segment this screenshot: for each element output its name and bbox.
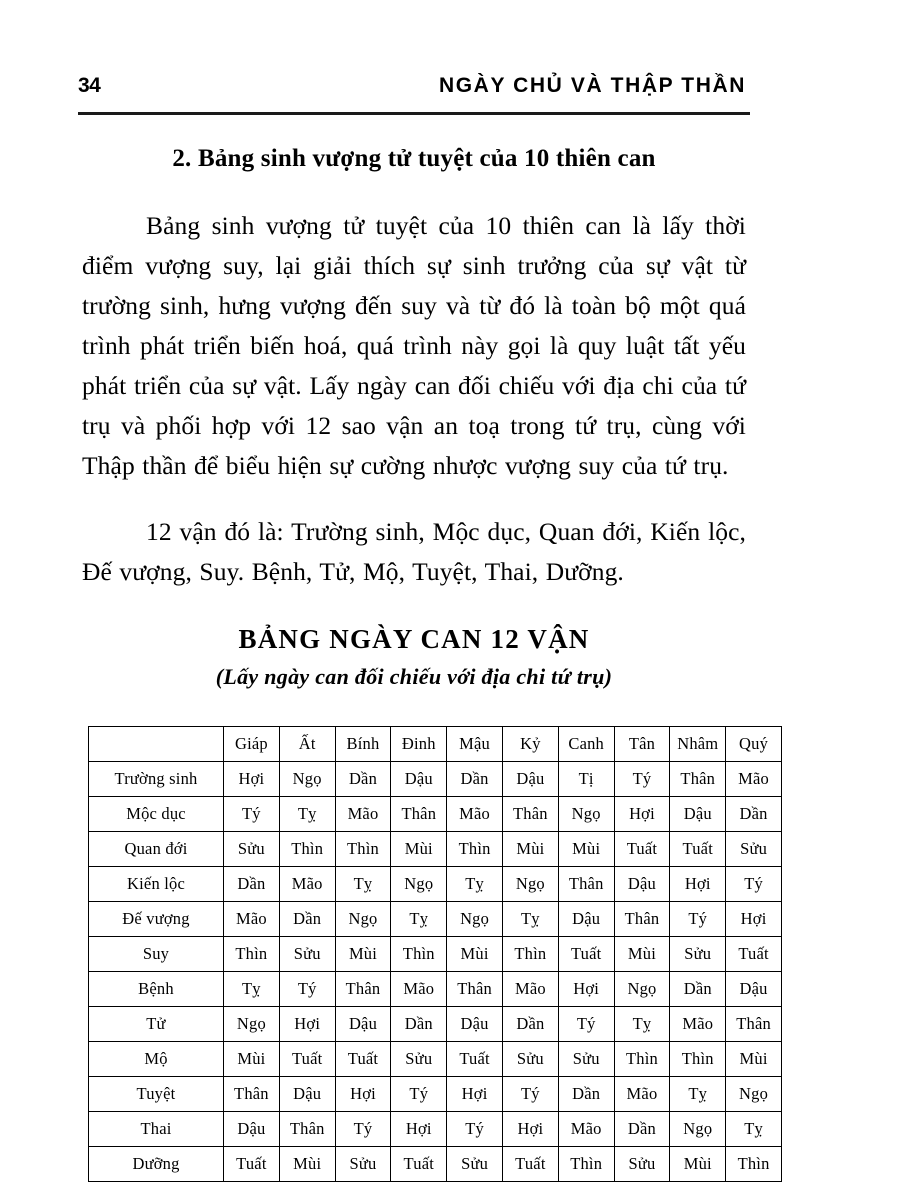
table-row: [89, 1007, 782, 1042]
table-cell-chi: Thìn: [502, 937, 558, 972]
table-corner-cell: [89, 727, 224, 762]
table-row: [89, 937, 782, 972]
table-cell-chi: Thìn: [614, 1042, 670, 1077]
table-row: [89, 1042, 782, 1077]
table-body: [89, 762, 782, 1182]
table-cell-chi: Sửu: [614, 1147, 670, 1182]
column-header-stem: Mậu: [447, 727, 503, 762]
table-cell-chi: Mùi: [335, 937, 391, 972]
table-header-row: [89, 727, 782, 762]
table-cell-chi: Hợi: [502, 1112, 558, 1147]
table-cell-chi: Ngọ: [447, 902, 503, 937]
table-cell-chi: Tý: [335, 1112, 391, 1147]
table-cell-chi: Hợi: [614, 797, 670, 832]
table-cell-chi: Mùi: [391, 832, 447, 867]
table-cell-chi: Thân: [391, 797, 447, 832]
row-header-van: Đế vượng: [89, 902, 224, 937]
table-cell-chi: Thân: [558, 867, 614, 902]
table-row: [89, 972, 782, 1007]
table-cell-chi: Tý: [391, 1077, 447, 1112]
table-cell-chi: Sửu: [391, 1042, 447, 1077]
table-cell-chi: Dậu: [279, 1077, 335, 1112]
table-row: [89, 1077, 782, 1112]
table-cell-chi: Mão: [391, 972, 447, 1007]
table-cell-chi: Thìn: [391, 937, 447, 972]
table-cell-chi: Tý: [224, 797, 280, 832]
row-header-van: Tử: [89, 1007, 224, 1042]
table-cell-chi: Ngọ: [335, 902, 391, 937]
table-cell-chi: Mão: [670, 1007, 726, 1042]
table-cell-chi: Mão: [224, 902, 280, 937]
table-cell-chi: Thìn: [224, 937, 280, 972]
table-row: [89, 1112, 782, 1147]
table-cell-chi: Sửu: [558, 1042, 614, 1077]
table-cell-chi: Tuất: [614, 832, 670, 867]
table-cell-chi: Tỵ: [224, 972, 280, 1007]
table-cell-chi: Sửu: [447, 1147, 503, 1182]
table-cell-chi: Dần: [502, 1007, 558, 1042]
table-cell-chi: Dần: [224, 867, 280, 902]
table-cell-chi: Dần: [670, 972, 726, 1007]
table-cell-chi: Mùi: [614, 937, 670, 972]
row-header-van: Suy: [89, 937, 224, 972]
table-cell-chi: Ngọ: [391, 867, 447, 902]
table-cell-chi: Sửu: [502, 1042, 558, 1077]
table-header: [89, 727, 782, 762]
table-cell-chi: Dần: [335, 762, 391, 797]
table-cell-chi: Dậu: [224, 1112, 280, 1147]
table-cell-chi: Mão: [558, 1112, 614, 1147]
row-header-van: Mộ: [89, 1042, 224, 1077]
table-cell-chi: Dậu: [391, 762, 447, 797]
table-cell-chi: Dậu: [447, 1007, 503, 1042]
table-cell-chi: Dậu: [614, 867, 670, 902]
table-cell-chi: Mão: [335, 797, 391, 832]
table-cell-chi: Ngọ: [279, 762, 335, 797]
column-header-stem: Tân: [614, 727, 670, 762]
table-cell-chi: Tuất: [558, 937, 614, 972]
header-rule: [78, 112, 750, 115]
running-head-title: NGÀY CHỦ VÀ THẬP THẦN: [438, 74, 746, 97]
table-cell-chi: Tuất: [670, 832, 726, 867]
table-cell-chi: Tý: [726, 867, 782, 902]
table-cell-chi: Thân: [335, 972, 391, 1007]
running-head: [78, 74, 746, 98]
table-cell-chi: Tuất: [224, 1147, 280, 1182]
table-cell-chi: Thân: [279, 1112, 335, 1147]
table-cell-chi: Thìn: [670, 1042, 726, 1077]
table-cell-chi: Dậu: [335, 1007, 391, 1042]
table-cell-chi: Mùi: [279, 1147, 335, 1182]
table-cell-chi: Tuất: [391, 1147, 447, 1182]
table-cell-chi: Thìn: [335, 832, 391, 867]
table-cell-chi: Tỵ: [726, 1112, 782, 1147]
table-cell-chi: Tỵ: [614, 1007, 670, 1042]
table-cell-chi: Dần: [279, 902, 335, 937]
table-cell-chi: Hợi: [558, 972, 614, 1007]
table-cell-chi: Mão: [279, 867, 335, 902]
table-cell-chi: Mùi: [726, 1042, 782, 1077]
column-header-stem: Bính: [335, 727, 391, 762]
page-number: 34: [78, 74, 101, 97]
table-row: [89, 867, 782, 902]
row-header-van: Dưỡng: [89, 1147, 224, 1182]
table-row: [89, 902, 782, 937]
table-cell-chi: Tị: [558, 762, 614, 797]
column-header-stem: Nhâm: [670, 727, 726, 762]
paragraph-text: Bảng sinh vượng tử tuyệt của 10 thiên can là lấy thời điểm vượng suy, lại giải thích sự sinh trưởng của sự vật từ trường sinh, hưng vượng đến suy và từ đó là toàn bộ một quá trình phát triển biến hoá, quá trình này gọi là quy luật tất yếu phát triển của sự vật. Lấy ngày can đối chiếu với địa chi của tứ trụ và phối hợp với 12 sao vận an toạ trong tứ trụ, cùng với Thập thần để biểu hiện sự cường nhược vượng suy của tứ trụ.: [82, 211, 746, 480]
table-cell-chi: Mùi: [224, 1042, 280, 1077]
table-cell-chi: Dậu: [558, 902, 614, 937]
row-header-van: Kiến lộc: [89, 867, 224, 902]
ngay-can-12-van-table: [88, 726, 782, 1182]
table-cell-chi: Sửu: [726, 832, 782, 867]
table-cell-chi: Hợi: [279, 1007, 335, 1042]
table-cell-chi: Tý: [614, 762, 670, 797]
column-header-stem: Canh: [558, 727, 614, 762]
table-cell-chi: Thân: [502, 797, 558, 832]
table-cell-chi: Tỵ: [335, 867, 391, 902]
table-cell-chi: Mùi: [670, 1147, 726, 1182]
table-cell-chi: Ngọ: [502, 867, 558, 902]
table-cell-chi: Hợi: [447, 1077, 503, 1112]
table-cell-chi: Sửu: [224, 832, 280, 867]
table-cell-chi: Mão: [447, 797, 503, 832]
table-cell-chi: Ngọ: [726, 1077, 782, 1112]
column-header-stem: Ất: [279, 727, 335, 762]
table-cell-chi: Mão: [614, 1077, 670, 1112]
table-cell-chi: Dậu: [726, 972, 782, 1007]
table-cell-chi: Hợi: [670, 867, 726, 902]
table-cell-chi: Tỵ: [502, 902, 558, 937]
table-cell-chi: Ngọ: [614, 972, 670, 1007]
body-paragraph-2: [82, 512, 746, 592]
table-cell-chi: Dậu: [502, 762, 558, 797]
table-cell-chi: Hợi: [391, 1112, 447, 1147]
table-cell-chi: Thìn: [447, 832, 503, 867]
table-cell-chi: Hợi: [726, 902, 782, 937]
table-cell-chi: Mùi: [558, 832, 614, 867]
table-cell-chi: Tý: [447, 1112, 503, 1147]
column-header-stem: Quý: [726, 727, 782, 762]
table-title: BẢNG NGÀY CAN 12 VẬN: [238, 624, 590, 654]
table-cell-chi: Thân: [670, 762, 726, 797]
table-cell-chi: Hợi: [224, 762, 280, 797]
table-cell-chi: Tý: [558, 1007, 614, 1042]
row-header-van: Quan đới: [89, 832, 224, 867]
table-row: [89, 1147, 782, 1182]
body-paragraph-1: [82, 206, 746, 486]
row-header-van: Trường sinh: [89, 762, 224, 797]
table-cell-chi: Dần: [558, 1077, 614, 1112]
table-cell-chi: Tỵ: [670, 1077, 726, 1112]
table-cell-chi: Ngọ: [558, 797, 614, 832]
column-header-stem: Giáp: [224, 727, 280, 762]
table-cell-chi: Tuất: [279, 1042, 335, 1077]
table-cell-chi: Tuất: [335, 1042, 391, 1077]
table-cell-chi: Ngọ: [670, 1112, 726, 1147]
table-cell-chi: Mão: [726, 762, 782, 797]
section-heading: 2. Bảng sinh vượng tử tuyệt của 10 thiên can: [172, 145, 656, 172]
row-header-van: Thai: [89, 1112, 224, 1147]
table-cell-chi: Sửu: [335, 1147, 391, 1182]
table-subtitle: (Lấy ngày can đối chiếu với địa chi tứ trụ): [215, 664, 613, 689]
table-cell-chi: Mão: [502, 972, 558, 1007]
table-cell-chi: Dần: [614, 1112, 670, 1147]
table-cell-chi: Sửu: [670, 937, 726, 972]
table-cell-chi: Thìn: [726, 1147, 782, 1182]
table-cell-chi: Thân: [614, 902, 670, 937]
paragraph-text: 12 vận đó là: Trường sinh, Mộc dục, Quan đới, Kiến lộc, Đế vượng, Suy. Bệnh, Tử, Mộ, Tuyệt, Thai, Dưỡng.: [82, 517, 746, 586]
table-cell-chi: Sửu: [279, 937, 335, 972]
column-header-stem: Kỷ: [502, 727, 558, 762]
table-cell-chi: Dậu: [670, 797, 726, 832]
table-row: [89, 797, 782, 832]
table-cell-chi: Tỵ: [391, 902, 447, 937]
table-cell-chi: Thân: [224, 1077, 280, 1112]
row-header-van: Tuyệt: [89, 1077, 224, 1112]
table-cell-chi: Mùi: [502, 832, 558, 867]
table-cell-chi: Dần: [726, 797, 782, 832]
row-header-van: Mộc dục: [89, 797, 224, 832]
table-cell-chi: Hợi: [335, 1077, 391, 1112]
row-header-van: Bệnh: [89, 972, 224, 1007]
table-cell-chi: Thân: [726, 1007, 782, 1042]
table-cell-chi: Tý: [670, 902, 726, 937]
van-table-container: [88, 726, 771, 1182]
table-cell-chi: Tuất: [726, 937, 782, 972]
table-cell-chi: Thìn: [279, 832, 335, 867]
table-cell-chi: Thìn: [558, 1147, 614, 1182]
table-cell-chi: Tý: [502, 1077, 558, 1112]
column-header-stem: Đinh: [391, 727, 447, 762]
table-cell-chi: Tuất: [447, 1042, 503, 1077]
table-row: [89, 762, 782, 797]
table-row: [89, 832, 782, 867]
table-cell-chi: Dần: [447, 762, 503, 797]
table-cell-chi: Thân: [447, 972, 503, 1007]
table-cell-chi: Tỵ: [279, 797, 335, 832]
table-cell-chi: Dần: [391, 1007, 447, 1042]
table-cell-chi: Tý: [279, 972, 335, 1007]
table-cell-chi: Ngọ: [224, 1007, 280, 1042]
table-cell-chi: Tỵ: [447, 867, 503, 902]
table-cell-chi: Tuất: [502, 1147, 558, 1182]
table-cell-chi: Mùi: [447, 937, 503, 972]
